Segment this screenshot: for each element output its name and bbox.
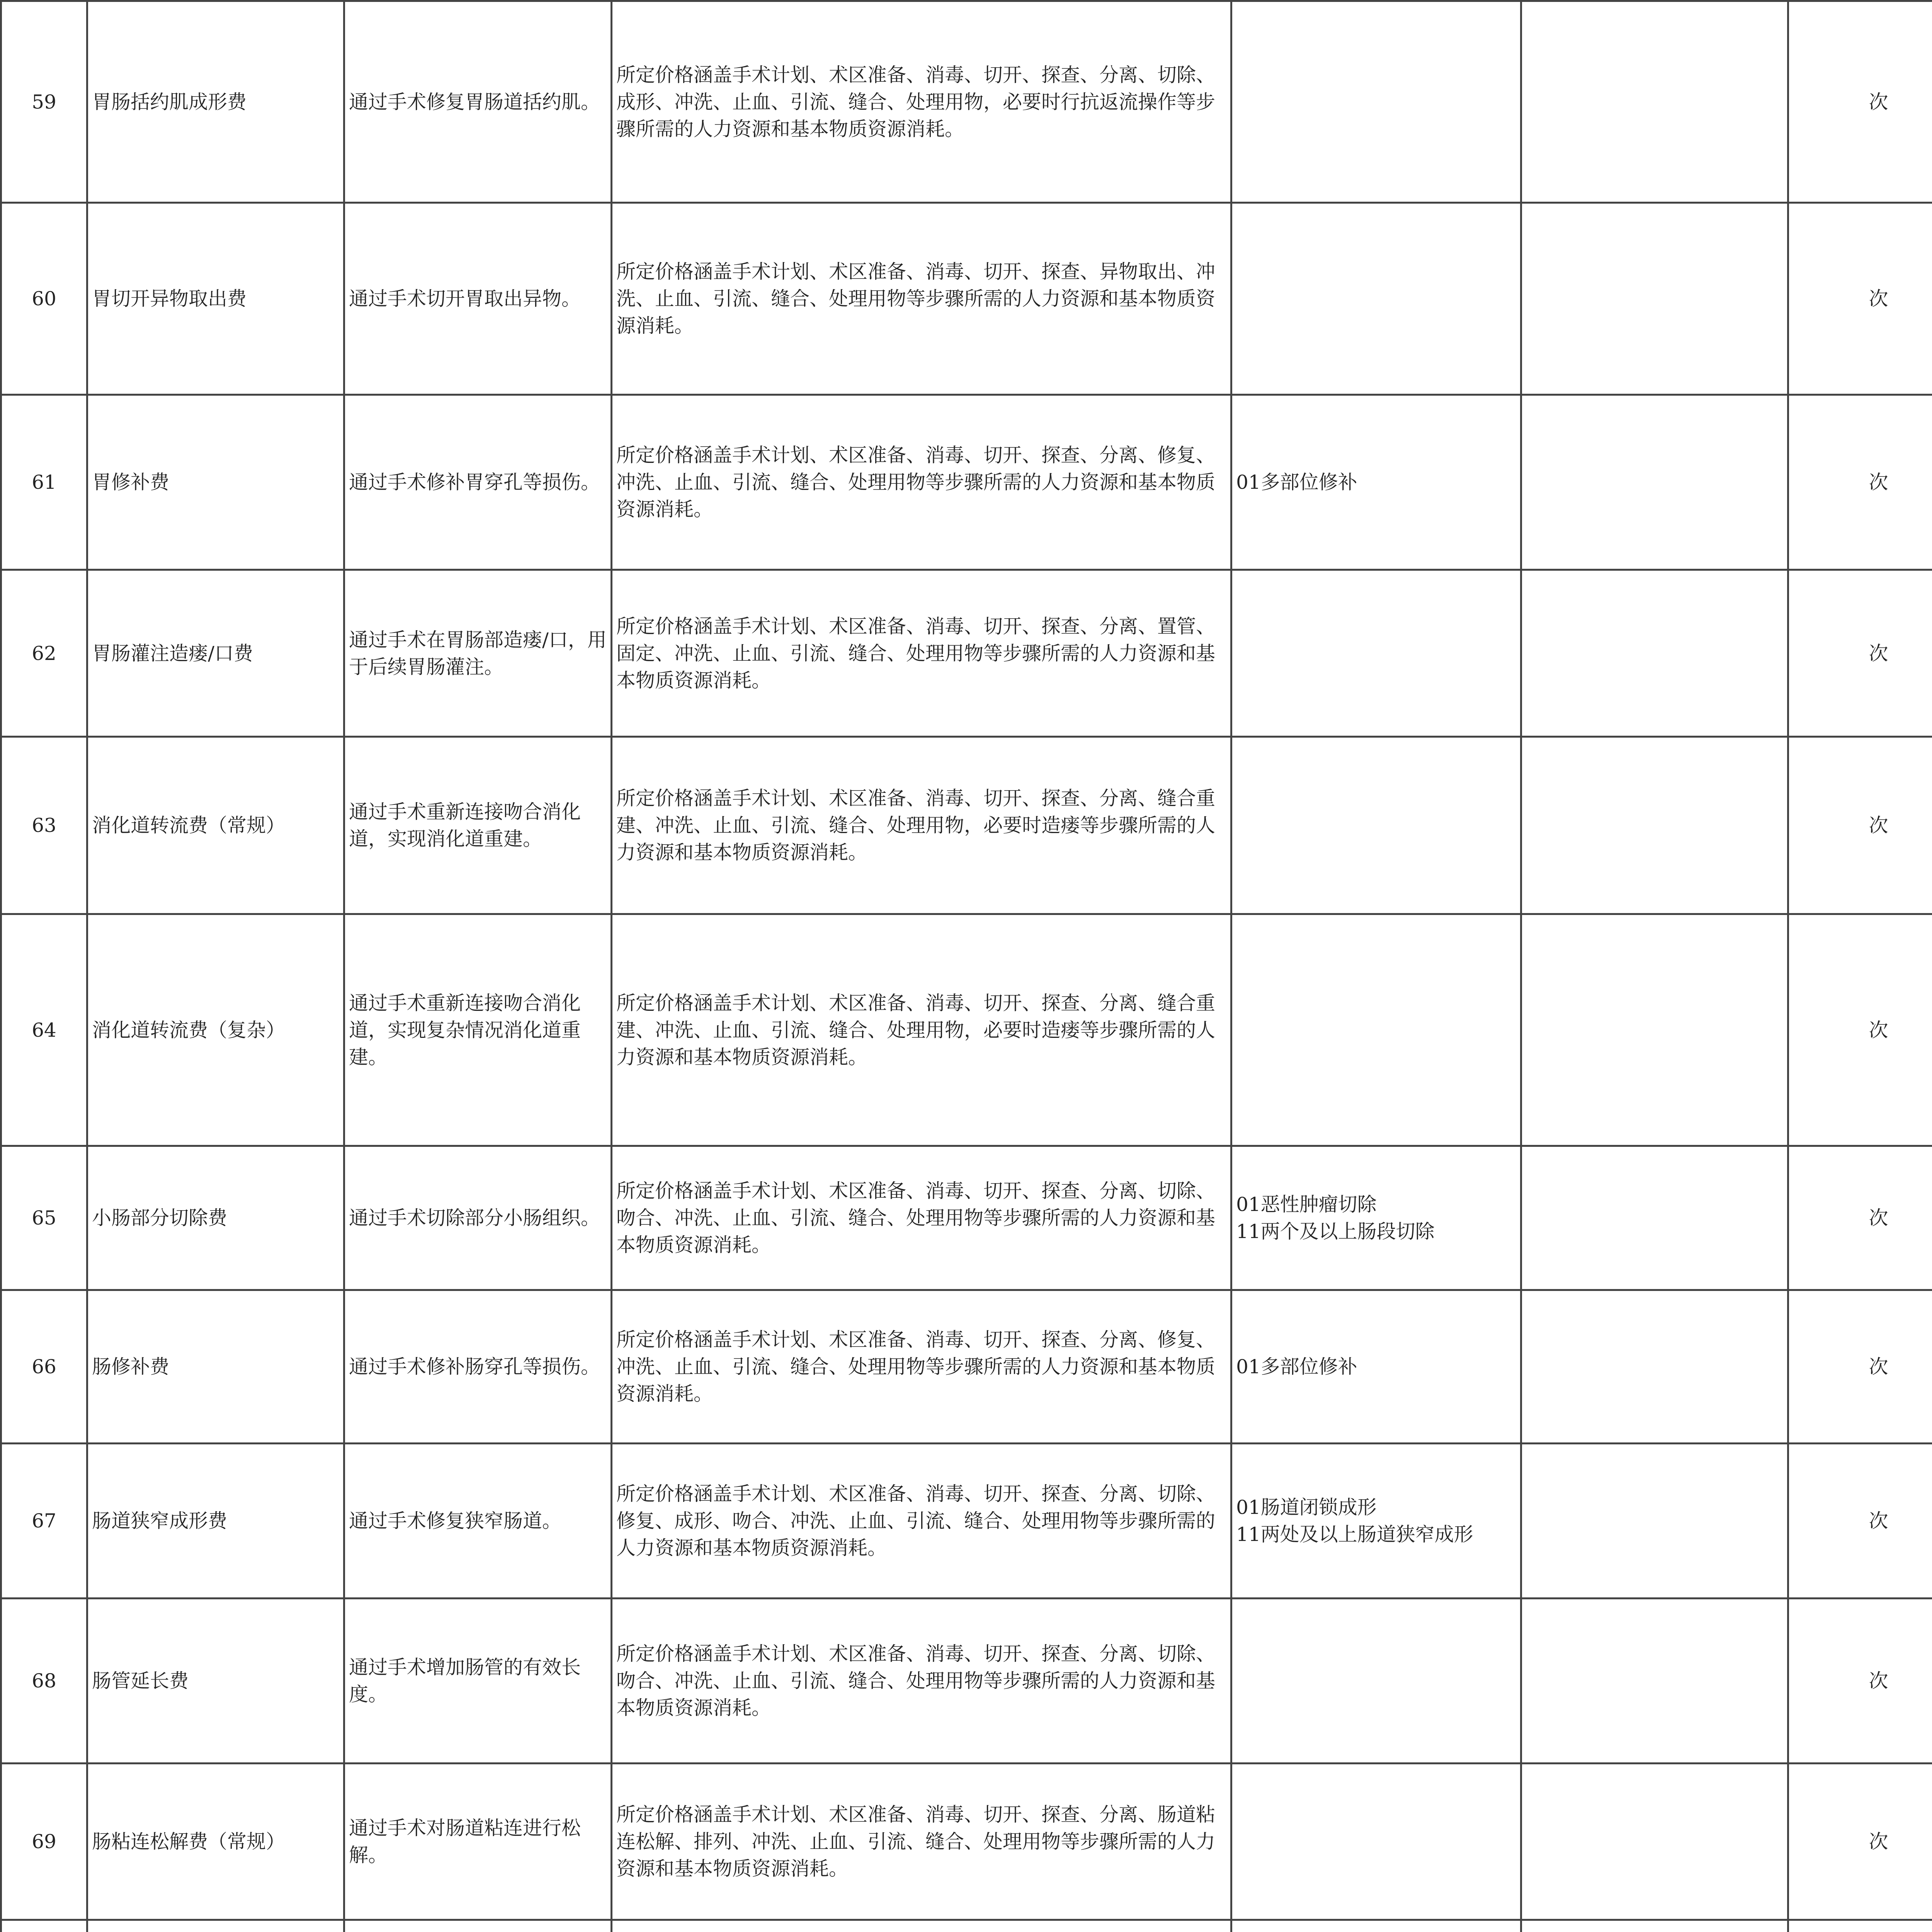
addon-items: [1231, 737, 1521, 914]
price-scope: 所定价格涵盖手术计划、术区准备、消毒、切开、探查、分离、修复、冲洗、止血、引流、缝合、处理用物等步骤所需的人力资源和基本物质资源消耗。: [612, 395, 1231, 570]
item-number: 66: [1, 1290, 87, 1444]
extension-items: [1521, 1290, 1788, 1444]
item-name: 胃切开异物取出费: [87, 203, 344, 395]
pricing-unit: [1788, 1920, 1932, 1932]
item-number: 68: [1, 1599, 87, 1764]
table-row: [1, 1444, 1932, 1599]
service-content: 通过手术修补胃穿孔等损伤。: [344, 395, 612, 570]
addon-items: [1231, 1, 1521, 203]
item-number: 62: [1, 570, 87, 737]
extension-items: [1521, 1, 1788, 203]
item-name: 消化道转流费（复杂）: [87, 914, 344, 1146]
extension-items: [1521, 1920, 1788, 1932]
service-content: [344, 1920, 612, 1932]
price-scope: 所定价格涵盖手术计划、术区准备、消毒、切开、探查、分离、切除、吻合、冲洗、止血、引流、缝合、处理用物等步骤所需的人力资源和基本物质资源消耗。: [612, 1599, 1231, 1764]
addon-items: [1231, 1444, 1521, 1599]
item-name: 胃修补费: [87, 395, 344, 570]
item-number: 67: [1, 1444, 87, 1599]
table-body: [1, 1, 1932, 1932]
table-row: [1, 1920, 1932, 1932]
pricing-unit: 次: [1788, 1764, 1932, 1920]
item-name: 小肠部分切除费: [87, 1146, 344, 1290]
extension-items: [1521, 1444, 1788, 1599]
table-row: [1, 1599, 1932, 1764]
pricing-unit: 次: [1788, 1146, 1932, 1290]
extension-items: [1521, 1599, 1788, 1764]
price-scope: 所定价格涵盖手术计划、术区准备、消毒、切开、探查、分离、切除、修复、成形、吻合、冲洗、止血、引流、缝合、处理用物等步骤所需的人力资源和基本物质资源消耗。: [612, 1444, 1231, 1599]
table-row: [1, 737, 1932, 914]
service-content: 通过手术增加肠管的有效长度。: [344, 1599, 612, 1764]
item-number: 64: [1, 914, 87, 1146]
extension-items: [1521, 570, 1788, 737]
pricing-unit: 次: [1788, 1, 1932, 203]
item-name: 肠粘连松解费（常规）: [87, 1764, 344, 1920]
addon-items: [1231, 1290, 1521, 1444]
item-name: 肠管延长费: [87, 1599, 344, 1764]
extension-items: [1521, 737, 1788, 914]
item-name: 肠道狭窄成形费: [87, 1444, 344, 1599]
pricing-unit: 次: [1788, 203, 1932, 395]
service-content: 通过手术修复狭窄肠道。: [344, 1444, 612, 1599]
service-content: 通过手术重新连接吻合消化道，实现消化道重建。: [344, 737, 612, 914]
addon-items: [1231, 203, 1521, 395]
price-scope: 所定价格涵盖手术计划、术区准备、消毒、切开、探查、分离、缝合重建、冲洗、止血、引流、缝合、处理用物，必要时造瘘等步骤所需的人力资源和基本物质资源消耗。: [612, 914, 1231, 1146]
price-scope: 所定价格涵盖手术计划、术区准备、消毒、切开、探查、分离、切除、成形、冲洗、止血、引流、缝合、处理用物，必要时行抗返流操作等步骤所需的人力资源和基本物质资源消耗。: [612, 1, 1231, 203]
addon-items-line: 11两处及以上肠道狭窄成形: [1236, 1523, 1473, 1546]
table-row: [1, 1764, 1932, 1920]
table-row: [1, 570, 1932, 737]
item-name: 胃肠括约肌成形费: [87, 1, 344, 203]
table-row: [1, 395, 1932, 570]
addon-items: [1231, 395, 1521, 570]
addon-items: [1231, 1146, 1521, 1290]
pricing-unit: 次: [1788, 570, 1932, 737]
pricing-unit: 次: [1788, 395, 1932, 570]
pricing-unit: 次: [1788, 1599, 1932, 1764]
price-scope: 所定价格涵盖手术计划、术区准备、消毒、切开、探查、异物取出、冲洗、止血、引流、缝合、处理用物等步骤所需的人力资源和基本物质资源消耗。: [612, 203, 1231, 395]
price-scope: 所定价格涵盖手术计划、术区准备、消毒、切开、探查、分离、置管、固定、冲洗、止血、引流、缝合、处理用物等步骤所需的人力资源和基本物质资源消耗。: [612, 570, 1231, 737]
addon-items: [1231, 570, 1521, 737]
addon-items-line: 11两个及以上肠段切除: [1236, 1220, 1435, 1243]
addon-items: [1231, 914, 1521, 1146]
price-scope: [612, 1920, 1231, 1932]
price-scope: 所定价格涵盖手术计划、术区准备、消毒、切开、探查、分离、肠道粘连松解、排列、冲洗、止血、引流、缝合、处理用物等步骤所需的人力资源和基本物质资源消耗。: [612, 1764, 1231, 1920]
service-content: 通过手术重新连接吻合消化道，实现复杂情况消化道重建。: [344, 914, 612, 1146]
price-scope: 所定价格涵盖手术计划、术区准备、消毒、切开、探查、分离、切除、吻合、冲洗、止血、引流、缝合、处理用物等步骤所需的人力资源和基本物质资源消耗。: [612, 1146, 1231, 1290]
addon-items-line: 01恶性肿瘤切除: [1236, 1193, 1377, 1216]
service-content: 通过手术修复胃肠道括约肌。: [344, 1, 612, 203]
item-number: [1, 1920, 87, 1932]
item-number: 61: [1, 395, 87, 570]
table-row: [1, 203, 1932, 395]
addon-items: [1231, 1764, 1521, 1920]
price-scope: 所定价格涵盖手术计划、术区准备、消毒、切开、探查、分离、修复、冲洗、止血、引流、缝合、处理用物等步骤所需的人力资源和基本物质资源消耗。: [612, 1290, 1231, 1444]
item-number: 60: [1, 203, 87, 395]
item-number: 59: [1, 1, 87, 203]
addon-items: [1231, 1920, 1521, 1932]
item-number: 63: [1, 737, 87, 914]
service-content: 通过手术切开胃取出异物。: [344, 203, 612, 395]
extension-items: [1521, 1764, 1788, 1920]
table-row: [1, 1146, 1932, 1290]
addon-items: [1231, 1599, 1521, 1764]
addon-items-line: 01多部位修补: [1236, 1355, 1357, 1378]
extension-items: [1521, 203, 1788, 395]
extension-items: [1521, 914, 1788, 1146]
extension-items: [1521, 1146, 1788, 1290]
pricing-unit: 次: [1788, 1290, 1932, 1444]
pricing-unit: 次: [1788, 1444, 1932, 1599]
table-row: [1, 914, 1932, 1146]
table-row: [1, 1290, 1932, 1444]
service-content: 通过手术对肠道粘连进行松解。: [344, 1764, 612, 1920]
item-name: 肠修补费: [87, 1290, 344, 1444]
addon-items-line: 01多部位修补: [1236, 471, 1357, 493]
pricing-unit: 次: [1788, 914, 1932, 1146]
item-number: 69: [1, 1764, 87, 1920]
service-content: 通过手术修补肠穿孔等损伤。: [344, 1290, 612, 1444]
extension-items: [1521, 395, 1788, 570]
item-name: [87, 1920, 344, 1932]
item-number: 65: [1, 1146, 87, 1290]
service-content: 通过手术在胃肠部造瘘/口，用于后续胃肠灌注。: [344, 570, 612, 737]
item-name: 消化道转流费（常规）: [87, 737, 344, 914]
item-name: 胃肠灌注造瘘/口费: [87, 570, 344, 737]
service-content: 通过手术切除部分小肠组织。: [344, 1146, 612, 1290]
pricing-unit: 次: [1788, 737, 1932, 914]
table-row: [1, 1, 1932, 203]
price-scope: 所定价格涵盖手术计划、术区准备、消毒、切开、探查、分离、缝合重建、冲洗、止血、引流、缝合、处理用物，必要时造瘘等步骤所需的人力资源和基本物质资源消耗。: [612, 737, 1231, 914]
addon-items-line: 01肠道闭锁成形: [1236, 1496, 1377, 1519]
